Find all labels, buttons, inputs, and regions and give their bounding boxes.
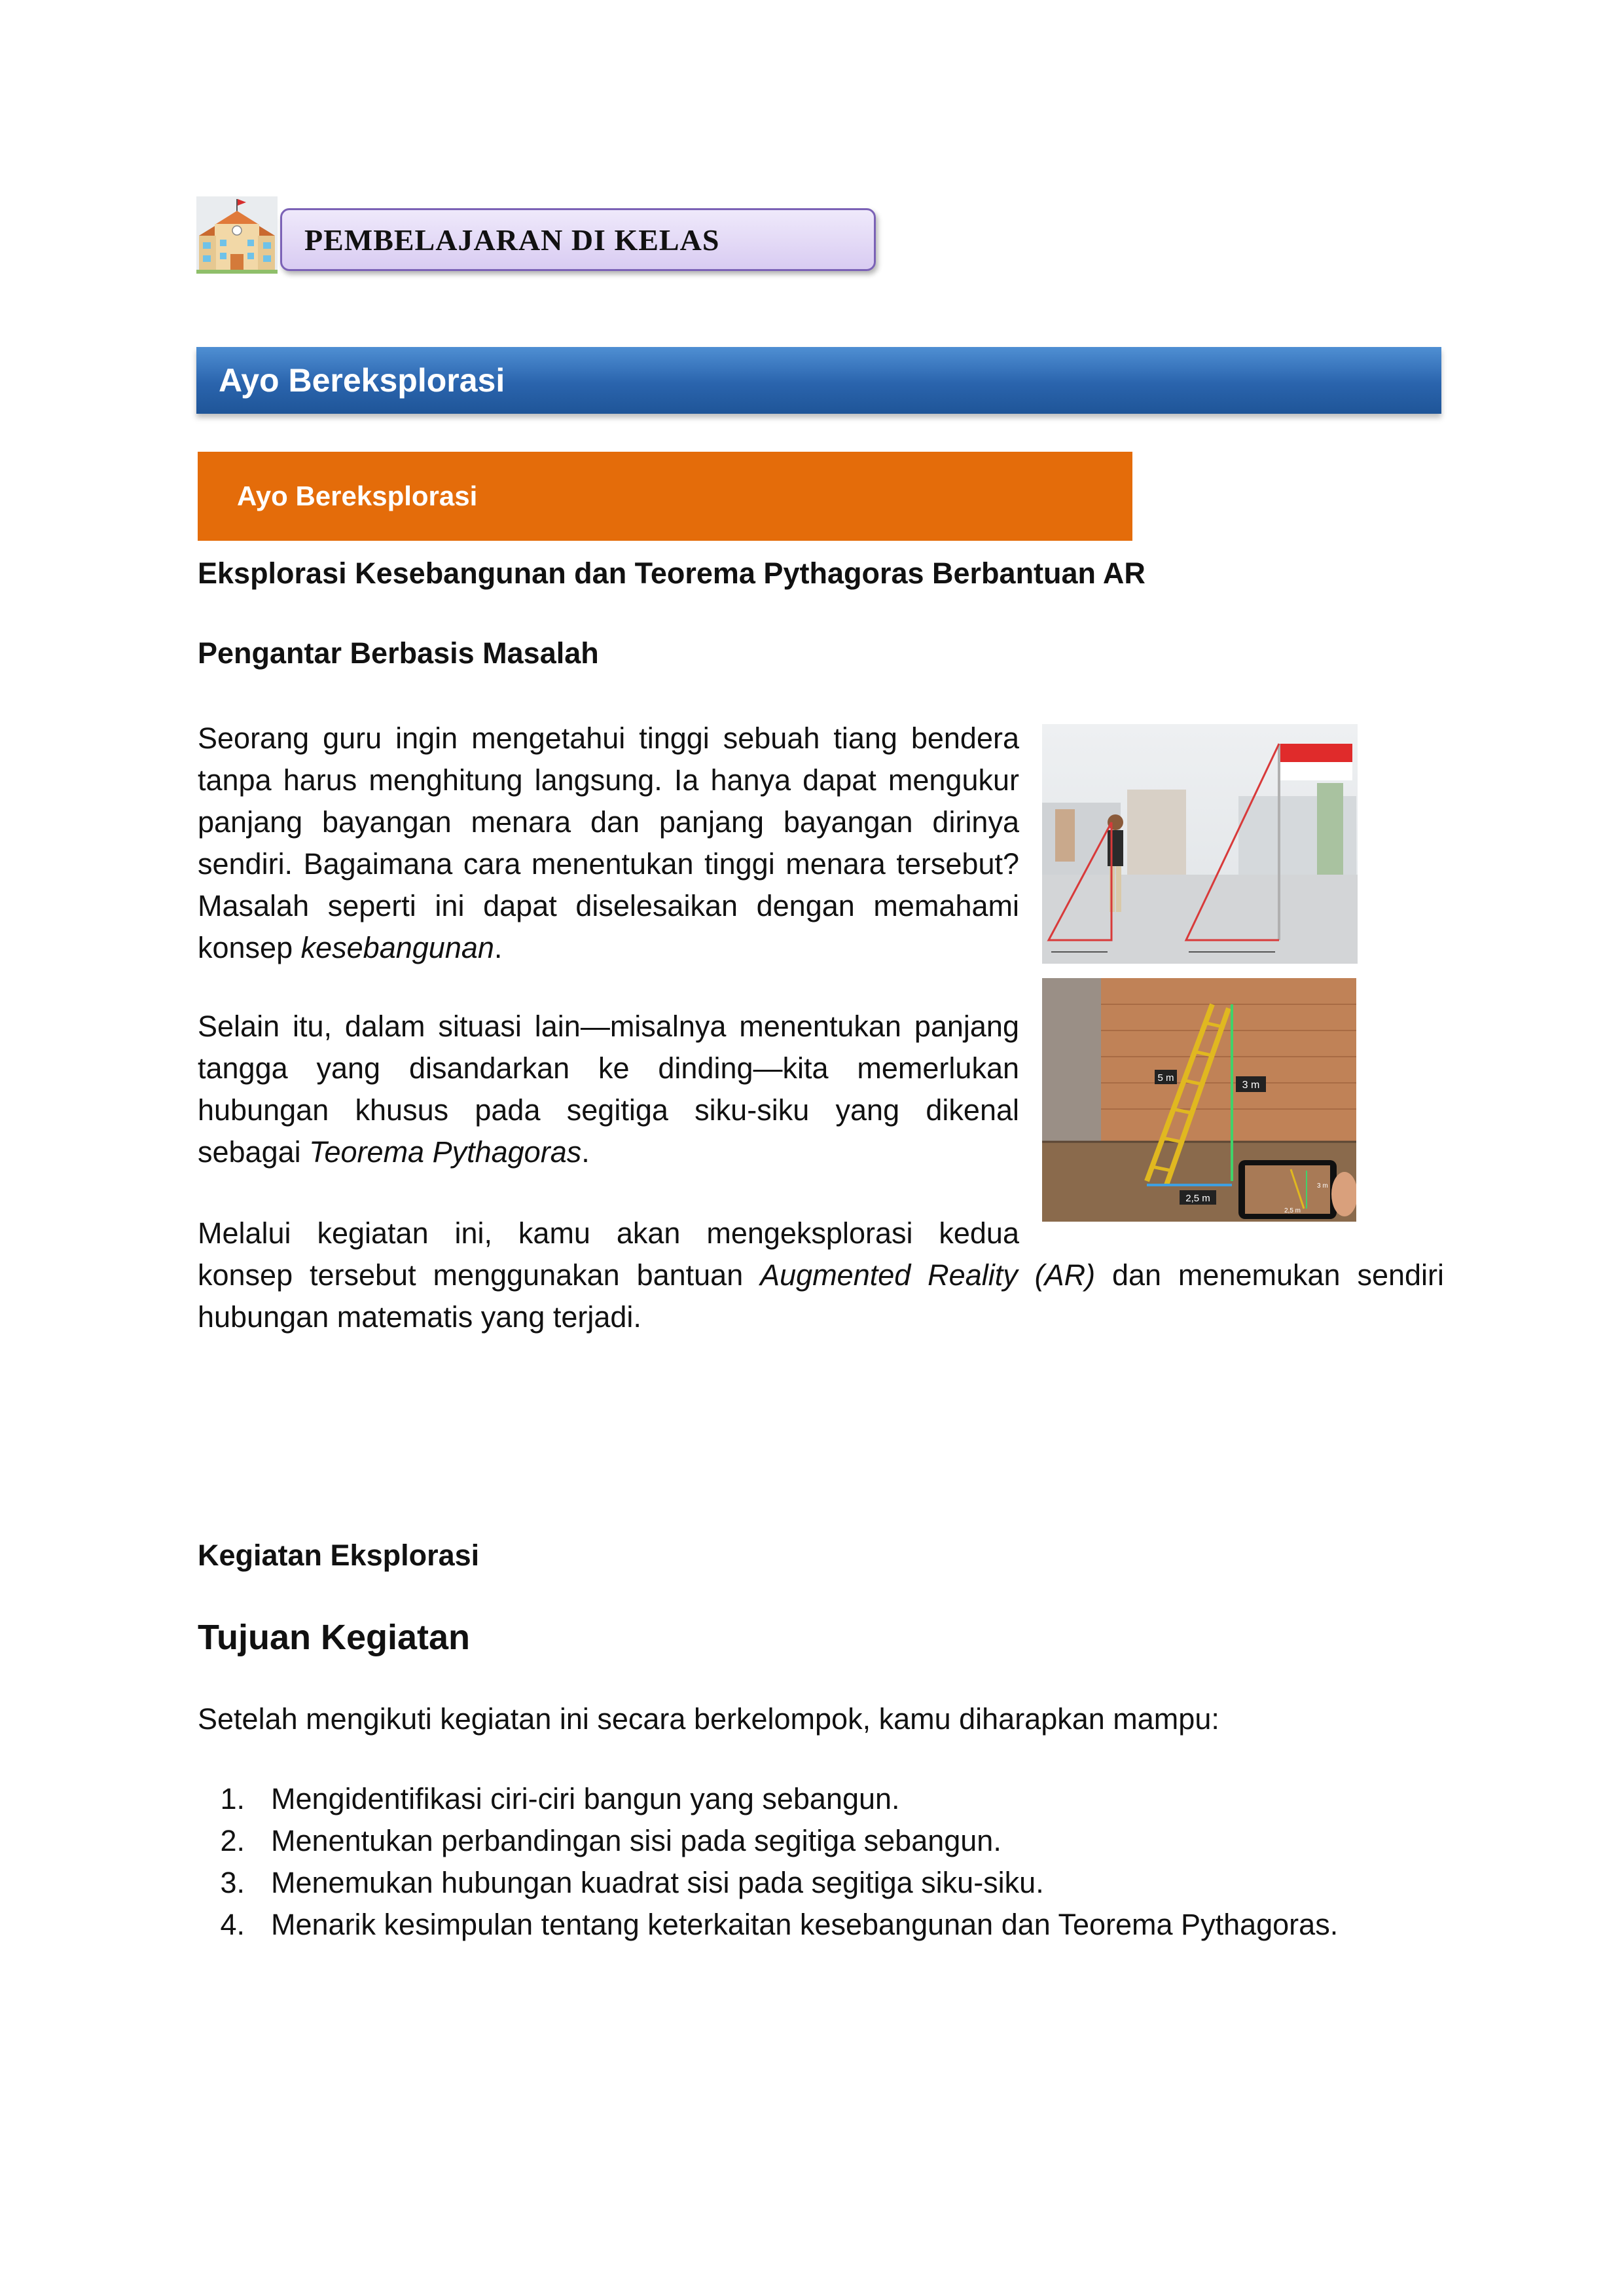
paragraph-text: Seorang guru ingin mengetahui tinggi sebuah tiang bendera tanpa harus menghitung langsung. Ia hanya dapat mengukur panjang bayangan menara dan panjang bayangan dirinya sendiri. Bagaimana cara menentukan tinggi menara tersebut? Masalah seperti ini dapat diselesaikan dengan memahami konsep — [198, 721, 1019, 964]
list-number: 1. — [220, 1782, 245, 1815]
phone-base-label: 2,5 m — [1284, 1207, 1301, 1214]
list-text: Mengidentifikasi ciri-ciri bangun yang sebangun. — [271, 1782, 900, 1815]
paragraph-ladder-problem — [198, 1006, 1019, 1173]
list-number: 2. — [220, 1824, 245, 1857]
paragraph-italic-term: Augmented Reality (AR) — [760, 1258, 1096, 1292]
list-item — [198, 1904, 1338, 1946]
paragraph-italic-term: Teorema Pythagoras — [309, 1135, 582, 1169]
paragraph-end: . — [581, 1135, 590, 1169]
section-bar — [196, 347, 1441, 414]
paragraph-ar-rest — [198, 1254, 1444, 1338]
paragraph-text: konsep tersebut menggunakan bantuan — [198, 1258, 761, 1292]
list-item — [198, 1820, 1338, 1862]
list-item — [198, 1778, 1338, 1820]
school-building-icon — [196, 196, 278, 274]
goal-heading: Tujuan Kegiatan — [198, 1618, 471, 1657]
page-title: PEMBELAJARAN DI KELAS — [304, 223, 720, 257]
subsection-box-label: Ayo Bereksplorasi — [237, 481, 478, 511]
paragraph-italic-term: kesebangunan — [300, 931, 494, 964]
ladder-base-label: 2,5 m — [1185, 1193, 1210, 1204]
ladder-length-label: 5 m — [1157, 1072, 1174, 1084]
list-text: Menarik kesimpulan tentang keterkaitan kesebangunan dan Teorema Pythagoras. — [271, 1908, 1339, 1941]
main-heading: Eksplorasi Kesebangunan dan Teorema Pythagoras Berbantuan AR — [198, 556, 1146, 590]
page-title-banner — [280, 208, 876, 271]
list-item — [198, 1862, 1338, 1904]
paragraph-end: dan menemukan sendiri hubungan matematis yang terjadi. — [198, 1258, 1445, 1334]
ladder-ar-illustration — [1042, 978, 1356, 1222]
activity-heading: Kegiatan Eksplorasi — [198, 1539, 480, 1572]
phone-height-label: 3 m — [1317, 1182, 1328, 1190]
subsection-box — [198, 452, 1132, 541]
list-number: 3. — [220, 1866, 245, 1899]
goal-intro: Setelah mengikuti kegiatan ini secara berkelompok, kamu diharapkan mampu: — [198, 1702, 1219, 1736]
list-text: Menentukan perbandingan sisi pada segitiga sebangun. — [271, 1824, 1001, 1857]
section-bar-label: Ayo Bereksplorasi — [219, 362, 505, 399]
intro-heading: Pengantar Berbasis Masalah — [198, 636, 599, 670]
paragraph-text: Selain itu, dalam situasi lain—misalnya menentukan panjang tangga yang disandarkan ke dinding—kita memerlukan hubungan khusus pada segitiga siku-siku yang dikenal sebagai — [198, 1010, 1019, 1169]
list-number: 4. — [220, 1908, 245, 1941]
flagpole-shadow-illustration — [1042, 724, 1358, 964]
paragraph-end: . — [494, 931, 503, 964]
paragraph-ar-line1: Melalui kegiatan ini, kamu akan mengeksplorasi kedua — [198, 1216, 1019, 1250]
paragraph-flag-problem — [198, 718, 1019, 969]
ladder-height-label: 3 m — [1242, 1080, 1260, 1091]
list-text: Menemukan hubungan kuadrat sisi pada segitiga siku-siku. — [271, 1866, 1044, 1899]
goal-list — [198, 1778, 1338, 1946]
